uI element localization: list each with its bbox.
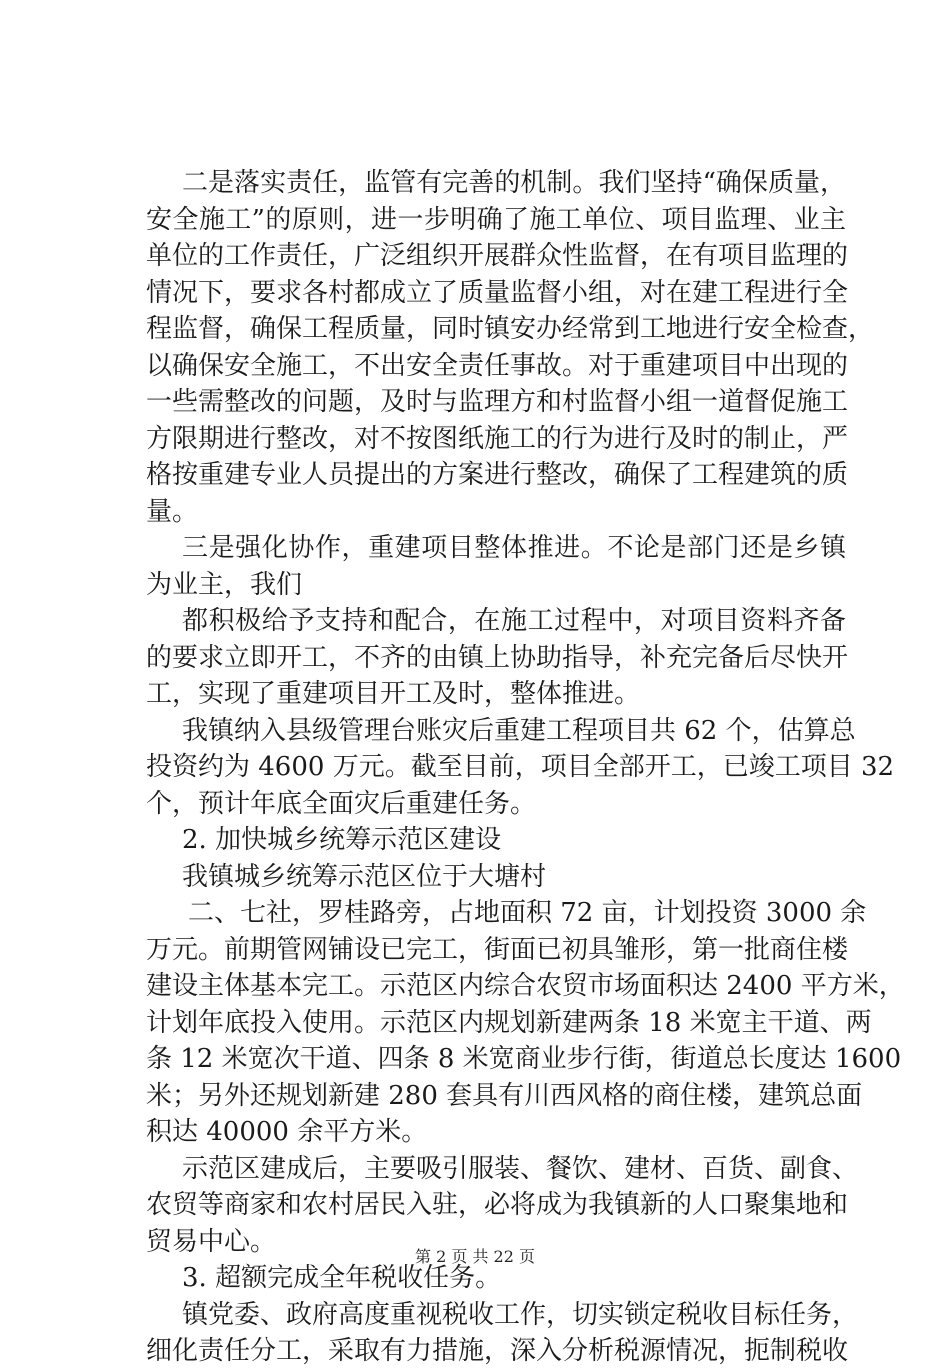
text-line: 二、七社，罗桂路旁，占地面积 72 亩，计划投资 3000 余	[188, 898, 867, 928]
text-line: 米；另外还规划新建 280 套具有川西风格的商住楼，建筑总面	[146, 1080, 863, 1111]
text-line: 镇党委、政府高度重视税收工作，切实锁定税收目标任务，	[182, 1299, 859, 1330]
text-line: 个，预计年底全面灾后重建任务。	[146, 788, 537, 819]
text-line: 2. 加快城乡统筹示范区建设	[182, 825, 502, 855]
text-line: 以确保安全施工，不出安全责任事故。对于重建项目中出现的	[146, 350, 849, 381]
text-line: 3. 超额完成全年税收任务。	[182, 1263, 502, 1293]
text-line: 情况下，要求各村都成立了质量监督小组，对在建工程进行全	[146, 277, 849, 308]
text-line: 农贸等商家和农村居民入驻，必将成为我镇新的人口聚集地和	[146, 1190, 849, 1220]
text-line: 安全施工”的原则，进一步明确了施工单位、项目监理、业主	[146, 204, 846, 235]
text-line: 工，实现了重建项目开工及时，整体推进。	[146, 679, 641, 709]
text-line: 量。	[146, 496, 199, 527]
text-line: 我镇城乡统筹示范区位于大塘村	[182, 861, 547, 892]
text-line: 格按重建专业人员提出的方案进行整改，确保了工程建筑的质	[146, 460, 849, 490]
text-line: 万元。前期管网铺设已完工，街面已初具雏形，第一批商住楼	[146, 934, 849, 965]
text-line: 程监督，确保工程质量，同时镇安办经常到工地进行安全检查，	[146, 314, 875, 344]
text-line: 建设主体基本完工。示范区内综合农贸市场面积达 2400 平方米，	[146, 971, 905, 1001]
text-line: 二是落实责任，监管有完善的机制。我们坚持“确保质量，	[182, 168, 846, 198]
text-line: 方限期进行整改，对不按图纸施工的行为进行及时的制止，严	[146, 423, 849, 454]
text-line: 示范区建成后，主要吸引服装、餐饮、建材、百货、副食、	[182, 1153, 859, 1184]
text-line: 的要求立即开工，不齐的由镇上协助指导，补充完备后尽快开	[146, 642, 849, 673]
text-line: 为业主，我们	[146, 569, 303, 600]
text-line: 都积极给予支持和配合，在施工过程中，对项目资料齐备	[182, 606, 846, 636]
text-line: 一些需整改的问题，及时与监理方和村监督小组一道督促施工	[146, 387, 849, 417]
page-footer: 第 2 页 共 22 页	[415, 1247, 535, 1266]
text-line: 单位的工作责任，广泛组织开展群众性监督，在有项目监理的	[146, 241, 849, 271]
document-body	[146, 165, 905, 1370]
text-line: 积达 40000 余平方米。	[146, 1117, 428, 1147]
text-line: 计划年底投入使用。示范区内规划新建两条 18 米宽主干道、两	[146, 1007, 872, 1038]
text-line: 贸易中心。	[146, 1226, 277, 1257]
text-line: 投资约为 4600 万元。截至目前，项目全部开工，已竣工项目 32	[146, 752, 895, 782]
text-line: 条 12 米宽次干道、四条 8 米宽商业步行街，街道总长度达 1600	[146, 1044, 902, 1074]
text-line: 我镇纳入县级管理台账灾后重建工程项目共 62 个，估算总	[182, 715, 856, 746]
text-line: 三是强化协作，重建项目整体推进。不论是部门还是乡镇	[182, 533, 846, 563]
text-line: 细化责任分工，采取有力措施，深入分析税源情况，扼制税收	[146, 1336, 849, 1366]
